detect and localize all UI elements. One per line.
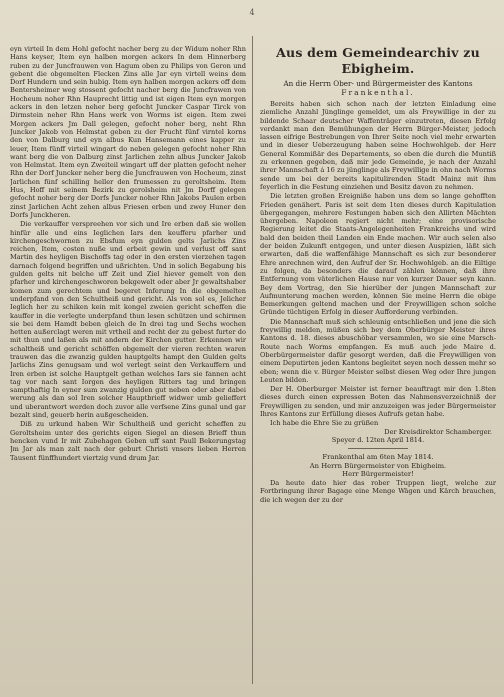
letter-dateline: Speyer d. 12ten April 1814. xyxy=(331,435,425,444)
letter-paragraph: Die letzten großen Ereigniße haben uns dem so lange gehofften Frieden genähert. Paris ist seit dem 1ten dieses durch Kapitulation übergegangen, mehrere Festungen haben sich den Allirten Mächten übergeben. Napoleon regiert nicht mehr; eine provisorische Regierung leitet die Staats-Angelegenheiten Frankreichs und wird bald den beiden theil Landen ein Ende machen. Wir auch selen also der beiden Zukunft entgegen, und unter diesen Auspizien, läßt sich erwarten, daß die waffenfähige Mannschaft es sich zur besonderer Ehre anrechnen wird, den Aufruf der Sr. Hochwohlgeb. an die Eiltige zu folgen, da besonders die darauf zählen können, daß ihre Entfernung vom väterlichen Hause nur von kurzer Dauer seyn kann. Bey dem Vortrag, den Sie hierüber der jungen Mannschaft zur Aufmunterung machen werden, können Sie meine Herrn die obige Bemerkungen geltend machen und der Freywilligen schon solche Gründe tüchtigen Erfolg in dieser Aufforderung verbinden. xyxy=(260,192,496,317)
column-divider xyxy=(252,36,253,684)
letter2-addressee: An Herrn Bürgermeister von Ebigheim. xyxy=(309,461,447,470)
right-column xyxy=(260,45,496,690)
letter-address: An die Herrn Ober- und Bürgermeister des Kantons xyxy=(283,79,473,88)
letter-signature: Der Kreisdirektor Schamberger. xyxy=(384,427,492,436)
left-column xyxy=(10,45,246,690)
letter-place: Frankenthal. xyxy=(341,88,415,97)
letter2-date: Frankenthal am 6ten May 1814. xyxy=(322,453,434,462)
letter-paragraph: Die Mannschaft muß sich schleunig entschließen und jene die sich freywillig melden, müßen sich bey dem Oberbürger Meister ihres Kantons d. 18. dieses abuschöbar versammlen, wo sie eine Marsch-Route nach Worms empfangen. Es muß auch jede Maire d. Oberbürgermeister dafür gesorgt werden, daß die Freywilligen von einem Deputirten jeden Kantons begleitet seyen noch dessen mehr so eben; wenn die v. Bürger Meister selbst diesen Weg oder Ihre jungen Leuten bilden. xyxy=(260,317,496,384)
deed-paragraph: Die verkauffer verspreehen vor sich und Ire erben daß sie wollen hinfür alle und eins Ieglichen Iars den keufferu pfarher und kirchengeschwornen zu Ebsfum eyn gulden gelts Jarlichs Zins reichen, Item, costen nuße und erbeit gewin und verlust off sant Martin des heyligen Bischoffs tag oder in den ersten vierzehen tagen darnach folgend begriffen und ußrichten. Und in solich Begabung bis gulden gelts nit belche uff Zeit und Ziel hiever gemelt von den pfarher und kirchengeschworen bekgewelt oder aber Jr gewaltshaber komen zum gerechtem und begeret Inferung In die obgemelten underpfand von den Schultheiß und gericht. Als von sol es, Jelicher Ieglich her zu schiken kein mit kongel zweien gericht scheffen die kauffer in die verlegte underpfand thun lesen schützen und schirmen sie bei dem Hamdt beben gleich de In drei tag und Sechs wochen hetten außerclagt weren mit vrtheil and recht der zu gebest furter do mit thun und laßen als mit andern der Kirchen gutter. Erkennen wir schaltheiß und gericht schöffen obgemelt der vieren rechten waren trauwen das die zwanzig gulden hauptgelts hampt den Gulden gelts Jarlichs Zins genugsam und wol verlegt seint den Verkauffern und Iren erben ist solche Hauptgelt gethan welches Iars sie fannen acht tag vor nach sant Iorgen des heyligen Ritters tag und bringen sampthaftig In eyner sum zwanzig gulden gut neben oder aber dabei werung als dan sol Iren solcher Hauptbrieff widwer umb gelieffert und uberantwort werden doch zuvor alle verfsene Zins gunal und gar bezalt sind, geuerb herin außgescheiden. xyxy=(10,220,246,420)
letter2-salutation: Herr Bürgermeister! xyxy=(342,470,414,479)
letter-closing: Ich habe die Ehre Sie zu grüßen xyxy=(270,419,379,428)
deed-paragraph: eyn virteil In dem Hohl gefocht nacher berg zu der Widum noher Rhn Hans keyser, Item eyn halben morgen ackers In dem Hinnerberg ruben zu der Juncfrauwen von Hagum oben zu Philips von Geron und gebent die obgemelten Flecken Zins alle Jar eyn virtell weins dem Dorf Hundern und sein hubig. Item eyn halben morgen ackers off dem Bentersheimer weg stossent gefocht nacher berg die Juncfrawen von Hocheum noher Rhn Hauprecht littig und ist eigen Item eyn morgen ackers in den letzen neher berg gefocht Juncker Caspar Tirck von Dirmstein neher Rhn Hans werk von Worms ist eigen. Item zwei Morgen ackers Jm Dall gelegen, gefocht noher berg, neht Rhn Juncker Jakob von Helmstat geben zu der Frucht fünf virntel korns den von Dalburg und eyn albus Kun Hansemann eines kapper zu leuer, Item fünff virteil wingart do neben gelegen gefocht noher Rhn want berg die von Dalburg zinst Jarlichen zehn albus Juncker Jakob von Helmstat. Item eyn Zweiteil wingart uff der platten gefocht neher Rhn der Dorf Juncker neher berg die Juncfrauwen von Hocheum, zinst Jarlichen fünf schilling heller den frumessen zu geroltsheim. Item Hus, Hoff mit seinem Bezirk zu gerolsheim nit Jm Dorff gelegen gefocht noher berg der Dorfs Juncker noher Rhn Jakobs Paulen erben zinst Jarlichen Acht zehen albus Friesen erben und zwey Huner den Dorfs Junckheren. xyxy=(10,45,246,219)
section-divider xyxy=(348,448,408,449)
letter2-paragraph: Da heute dato hier das rober Truppen liegt, welche zur Fortbringung ihrer Bagage eine Menge Wägen und Kärch brauchen, die ich wegen der zu der xyxy=(260,478,496,504)
deed-paragraph: Diß zu urkund haben Wir Schultheiß und gericht scheffen zu Geroltsheim unter des gerichts eigen Siegel an diesen Brieff thun hencken vund Ir mit Zubehagen Geben uff sant Paull Bekerungstag Jm Jar als man zalt nach der geburt Christi vnsers lieben Herren Tausent fünffhundert viertzig vund drum Jar. xyxy=(10,420,246,462)
letter-paragraph: Der H. Oberburger Meister ist ferner beauftragt mir den 1.8ten dieses durch einen expressen Boten das Nahmensverzeichniß der Freywilligen zu senden, und mir anzuzeigen was jeder Bürgermeister Ihres Kantons zur Erfüllung dieses Aufrufs getan habe. xyxy=(260,385,496,418)
page-number: 4 xyxy=(249,8,255,17)
article-headline: Aus dem Gemeindearchiv zu Ebigheim. xyxy=(276,45,480,76)
letter-paragraph: Bereits haben sich schon nach der letzten Einladung eine ziemliche Anzahl Jünglinge gemeldet, um als Freywillige in der zu bildende Schaar deutscher Waffenträger einzutreten, diesen Erfolg verdankt man den Bemühungen der Herrn Bürger-Meister, jedoch lassen eifrige Bestrebungen von Ihrer Seite noch viel mehr erwarten und in dieser Ueberzeugung haben seine Hochwohlgeb. der Herr General Kommißär des Departements, so eben die durch die Muntiß zu erkennen gegeben, daß mir jede Gemeinde, je nach der Anzahl ihrer Mannschaft á 16 zu jünglinge als Freywillige in ohn nach Worms sende um bei der bereits kapitulirenden Stadt Mainz mit ihm feyerlich in die Festung einziehen und Besitz davon zu nehmen. xyxy=(260,100,496,191)
